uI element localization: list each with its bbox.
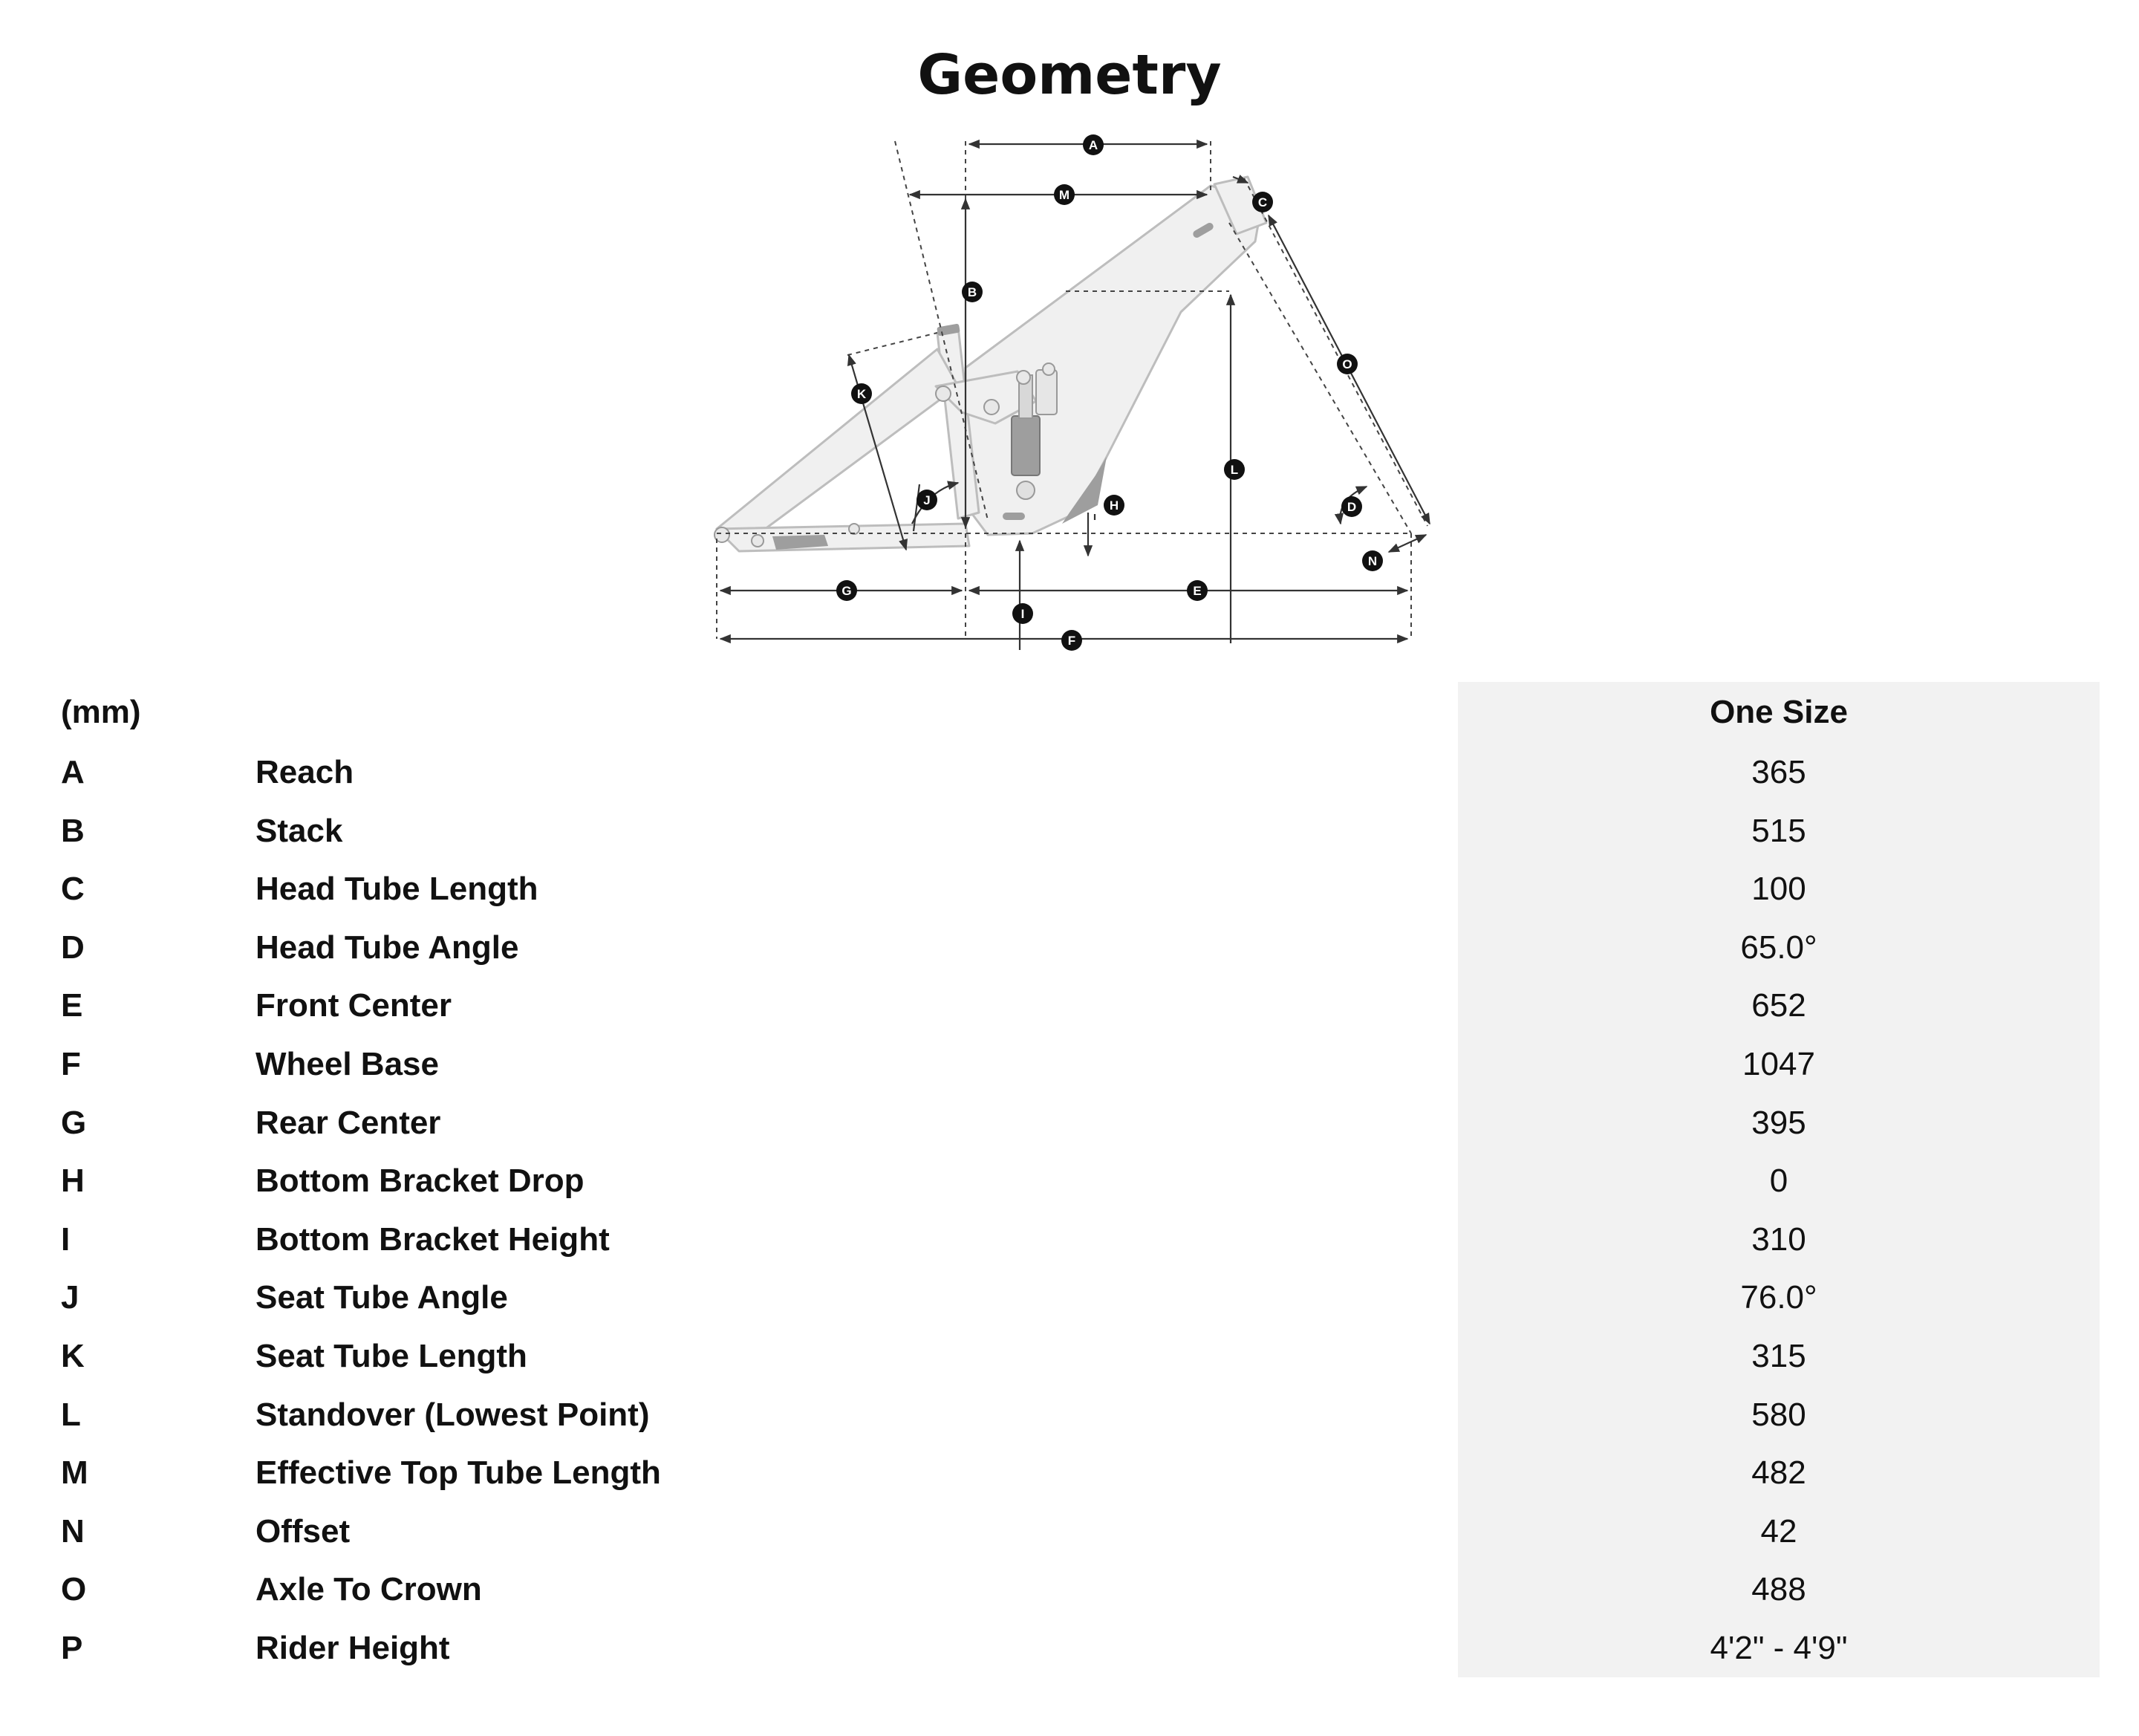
marker-a [1083,134,1104,155]
marker-d [1341,496,1362,517]
table-row [0,1327,2139,1386]
row-label: Head Tube Length [255,871,538,908]
marker-l [1224,459,1245,480]
row-label: Standover (Lowest Point) [255,1396,650,1433]
row-letter: F [61,1045,81,1082]
svg-text:F: F [1067,634,1076,648]
marker-b [962,282,983,302]
svg-text:L: L [1230,463,1239,477]
marker-c [1252,192,1273,212]
row-value: 4'2" - 4'9" [1710,1629,1848,1666]
unit-label: (mm) [61,694,141,730]
row-value: 580 [1751,1396,1806,1433]
row-label: Bottom Bracket Height [255,1220,610,1258]
marker-o [1337,354,1358,374]
svg-text:C: C [1257,195,1268,209]
row-label: Bottom Bracket Drop [255,1163,585,1200]
table-row [0,1444,2139,1503]
row-label: Seat Tube Length [255,1337,527,1374]
row-label: Stack [255,812,343,849]
row-value: 0 [1769,1163,1788,1200]
marker-i [1012,603,1033,624]
row-label: Reach [255,754,354,790]
row-letter: M [61,1454,88,1492]
table-row [0,919,2139,978]
row-letter: D [61,929,85,966]
row-label: Head Tube Angle [255,929,519,966]
page-title: Geometry [917,43,1222,107]
row-letter: C [61,871,85,908]
row-value: 310 [1751,1220,1806,1258]
row-letter: E [61,987,83,1024]
table-row [0,1503,2139,1561]
table-row [0,1269,2139,1327]
row-value: 76.0° [1740,1279,1817,1316]
row-letter: G [61,1104,87,1141]
row-value: 488 [1751,1571,1806,1608]
row-letter: N [61,1512,85,1550]
svg-text:H: H [1109,498,1119,513]
row-value: 1047 [1742,1045,1815,1082]
row-value: 42 [1760,1512,1797,1550]
row-value: 515 [1751,812,1806,849]
svg-text:O: O [1342,357,1352,371]
table-row [0,1094,2139,1153]
row-value: 365 [1751,754,1806,790]
table-row [0,977,2139,1036]
table-row [0,1619,2139,1678]
row-value: 652 [1751,987,1806,1024]
row-label: Effective Top Tube Length [255,1454,661,1492]
row-label: Rear Center [255,1104,441,1141]
svg-text:E: E [1193,584,1202,598]
table-row [0,802,2139,861]
row-label: Seat Tube Angle [255,1279,508,1316]
row-value: 482 [1751,1454,1806,1492]
row-letter: B [61,812,85,849]
geometry-table [0,744,2139,1678]
row-letter: K [61,1337,85,1374]
row-letter: H [61,1163,85,1200]
marker-f [1061,630,1082,651]
row-value: 65.0° [1740,929,1817,966]
svg-text:J: J [923,493,931,507]
marker-e [1187,580,1208,601]
row-value: 315 [1751,1337,1806,1374]
bike-frame-illustration [717,177,1266,551]
table-row [0,860,2139,919]
svg-text:I: I [1020,607,1025,621]
frame-geometry-diagram [0,0,2139,669]
marker-n [1362,550,1383,571]
row-label: Front Center [255,987,452,1024]
row-letter: P [61,1629,83,1666]
row-value: 100 [1751,871,1806,908]
svg-text:M: M [1058,188,1070,202]
row-letter: L [61,1396,81,1433]
row-letter: A [61,754,85,790]
svg-text:B: B [967,285,977,299]
marker-j [917,490,937,510]
marker-g [836,580,857,601]
table-row [0,1211,2139,1270]
row-letter: O [61,1571,87,1608]
table-row [0,1386,2139,1445]
svg-text:N: N [1367,554,1378,568]
marker-k [851,383,872,404]
row-letter: J [61,1279,79,1316]
svg-text:A: A [1088,138,1098,152]
row-letter: I [61,1220,71,1258]
marker-h [1104,495,1124,516]
marker-m [1054,184,1075,205]
table-row [0,1561,2139,1619]
row-label: Wheel Base [255,1045,439,1082]
svg-text:K: K [856,387,867,401]
table-row [0,1152,2139,1211]
row-label: Rider Height [255,1629,450,1666]
svg-text:G: G [841,584,852,598]
svg-text:D: D [1347,500,1357,514]
size-column-header: One Size [1710,694,1848,730]
row-value: 395 [1751,1104,1806,1141]
table-row [0,744,2139,802]
table-row [0,1036,2139,1094]
row-label: Axle To Crown [255,1571,482,1608]
row-label: Offset [255,1512,351,1550]
